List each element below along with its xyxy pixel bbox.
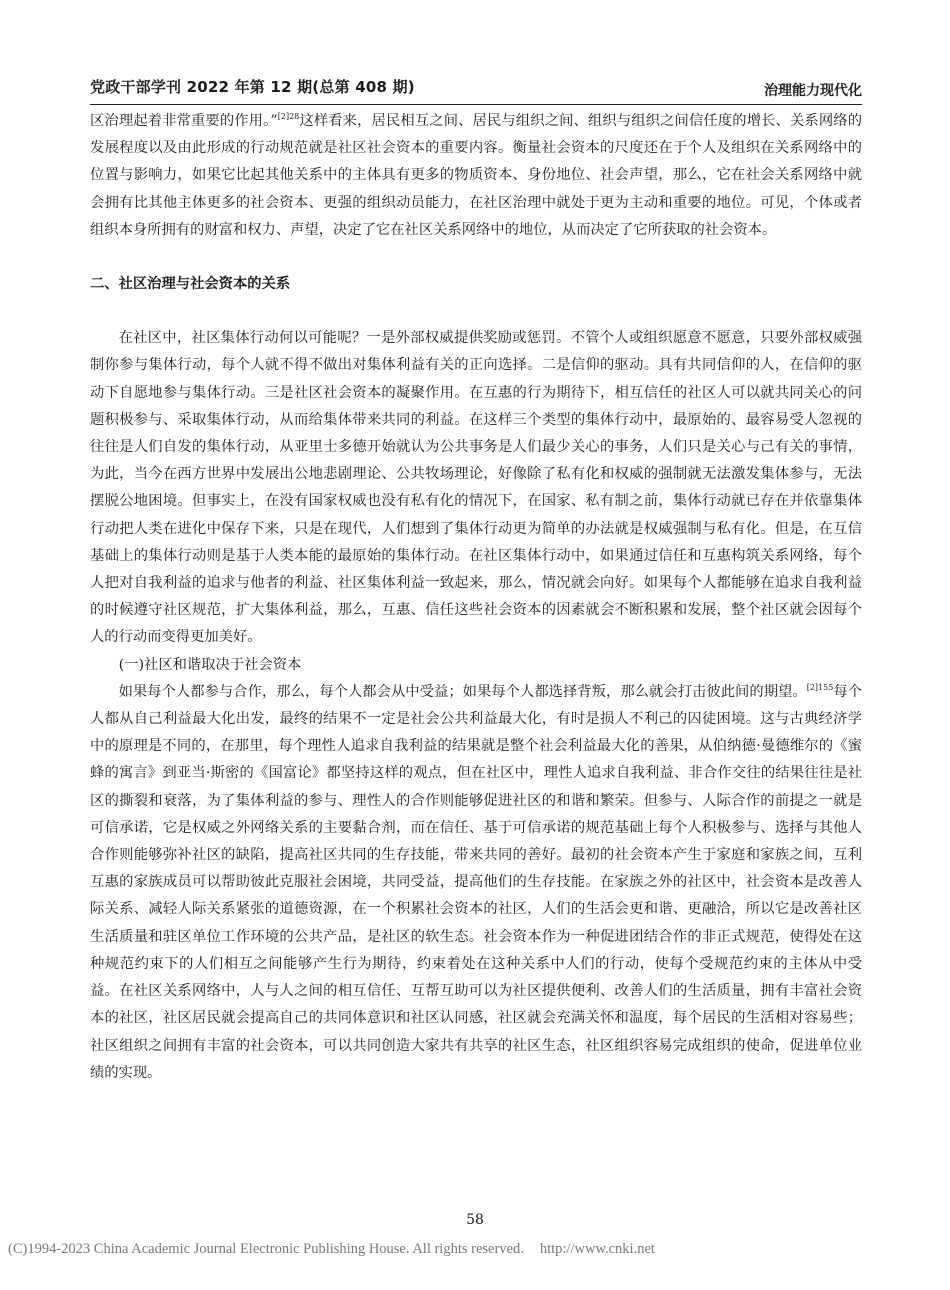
article-body xyxy=(90,108,862,1087)
subsection-heading: (一)社区和谐取决于社会资本 xyxy=(118,656,302,673)
paragraph-text: 区治理起着非常重要的作用。” xyxy=(90,113,278,129)
paragraph-text: 每个人都从自己利益最大化出发，最终的结果不一定是社会公共利益最大化，有时是损人不利己的囚徒困境。这与古典经济学中的原理是不同的，在那里，每个理性人追求自我利益的结果就是整个社会利益最大化的善果，从伯纳德·曼德维尔的《蜜蜂的寓言》到亚当·斯密的《国富论》都坚持这样的观点，但在社区中，理性人追求自我利益、非合作交往的结果往往是社区的撕裂和衰落，为了集体利益的参与、理性人的合作则能够促进社区的和谐和繁荣。但参与、人际合作的前提之一就是可信承诺，它是权威之外网络关系的主要黏合剂，而在信任、基于可信承诺的规范基础上每个人积极参与、选择与其他人合作则能够弥补社区的缺陷，提高社区共同的生存技能，带来共同的善好。最初的社会资本产生于家庭和家族之间，互利互惠的家族成员可以帮助彼此克服社会困境，共同受益，提高他们的生存技能。在家族之外的社区中，社会资本是改善人际关系、减轻人际关系紧张的道德资源，在一个积累社会资本的社区，人们的生活会更和谐、更融洽，所以它是改善社区生活质量和驻区单位工作环境的公共产品，是社区的软生态。社会资本作为一种促进团结合作的非正式规范，使得处在这种规范约束下的人们相互之间能够产生行为期待，约束着处在这种关系中人们的行动，使每个受规范约束的主体从中受益。在社区关系网络中，人与人之间的相互信任、互帮互助可以为社区提供便利、改善人们的生活质量，拥有丰富社会资本的社区，社区居民就会提高自己的共同体意识和社区认同感，社区就会充满关怀和温度，每个居民的生活相对容易些；社区组织之间拥有丰富的社会资本，可以共同创造大家共有共享的社区生态，社区组织容易完成组织的使命，促进单位业绩的实现。 xyxy=(90,683,862,1081)
journal-title: 党政干部学刊 2022 年第 12 期(总第 408 期) xyxy=(90,78,415,96)
paragraph-text: 这样看来，居民相互之间、居民与组织之间、组织与组织之间信任度的增长、关系网络的发展程度以及由此形成的行动规范就是社区社会资本的重要内容。衡量社会资本的尺度还在于个人及组织在关系网络中的位置与影响力，如果它比起其他关系中的主体具有更多的物质资本、身份地位、社会声望，那么，它在社会关系网络中就会拥有比其他主体更多的社会资本、更强的组织动员能力，在社区治理中就处于更为主动和重要的地位。可见，个体或者组织本身所拥有的财富和权力、声望，决定了它在社区关系网络中的地位，从而决定了它所获取的社会资本。 xyxy=(90,113,862,238)
running-header xyxy=(90,76,862,104)
copyright-footer xyxy=(8,1241,950,1258)
page-number: 58 xyxy=(466,1212,484,1228)
paragraph-text: 如果每个人都参与合作，那么，每个人都会从中受益；如果每个人都选择背叛，那么就会打击彼此间的期望。 xyxy=(118,683,807,700)
header-divider xyxy=(90,104,862,105)
column-title: 治理能力现代化 xyxy=(764,83,862,99)
paragraph: 在社区中，社区集体行动何以可能呢？一是外部权威提供奖励或惩罚。不管个人或组织愿意不愿意，只要外部权威强制你参与集体行动，每个人就不得不做出对集体利益有关的正向选择。二是信仰的驱动。具有共同信仰的人，在信仰的驱动下自愿地参与集体行动。三是社区社会资本的凝聚作用。在互惠的行为期待下，相互信任的社区人可以就共同关心的问题积极参与、采取集体行动，从而给集体带来共同的利益。在这样三个类型的集体行动中，最原始的、最容易受人忽视的往往是人们自发的集体行动，从亚里士多德开始就认为公共事务是人们最少关心的事务，人们只是关心与己有关的事情，为此，当今在西方世界中发展出公地悲剧理论、公共牧场理论，好像除了私有化和权威的强制就无法激发集体参与，无法摆脱公地困境。但事实上，在没有国家权威也没有私有化的情况下，在国家、私有制之前，集体行动就已存在并依靠集体行动把人类在进化中保存下来，只是在现代，人们想到了集体行动更为简单的办法就是权威强制与私有化。但是，在互信基础上的集体行动则是基于人类本能的最原始的集体行动。在社区集体行动中，如果通过信任和互惠构筑关系网络，每个人把对自我利益的追求与他者的利益、社区集体利益一致起来，那么，情况就会向好。如果每个人都能够在追求自我利益的时候遵守社区规范，扩大集体利益，那么，互惠、信任这些社会资本的因素就会不断积累和发展，整个社区就会因每个人的行动而变得更加美好。 xyxy=(90,330,862,646)
citation: [2]155 xyxy=(806,682,834,692)
paragraph-continued xyxy=(90,108,862,244)
citation: [2]28 xyxy=(277,112,300,121)
section-heading: 二、社区治理与社会资本的关系 xyxy=(90,276,291,293)
footer-url: http://www.cnki.net xyxy=(539,1241,655,1257)
copyright-text: (C)1994-2023 China Academic Journal Electronic Publishing House. All rights reserved. xyxy=(8,1241,524,1257)
paragraph xyxy=(90,679,862,1087)
